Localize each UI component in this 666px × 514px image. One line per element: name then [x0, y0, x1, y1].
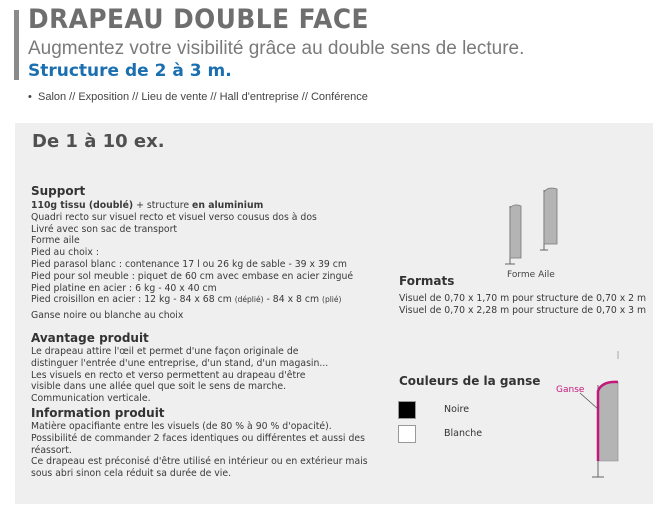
information-line: réassort. [31, 444, 72, 456]
formats-text [399, 293, 646, 317]
avantage-line: visible dans une allée quel que soit le sens de marche. [31, 381, 287, 393]
information-line: Matière opacifiante entre les visuels (de 80 % à 90 % d'opacité). [31, 421, 332, 432]
page-subtitle: Augmentez votre visibilité grâce au double sens de lecture. [28, 38, 525, 59]
avantage-line: Les visuels en recto et verso permettent au drapeau d'être [31, 369, 306, 381]
quantity-range: De 1 à 10 ex. [32, 131, 165, 152]
avantage-title: Avantage produit [31, 331, 149, 345]
swatch-blanche[interactable] [398, 425, 416, 443]
information-text [31, 421, 368, 480]
formats-title: Formats [399, 274, 455, 288]
information-line: Possibilité de commander 2 faces identiques ou différentes et aussi des [31, 432, 365, 444]
support-line: Pied au choix : [31, 247, 99, 259]
support-aluminium: en aluminium [192, 200, 264, 211]
avantage-line: Communication verticale. [31, 393, 151, 405]
support-title: Support [31, 184, 86, 198]
usage-tags-text: Salon // Exposition // Lieu de vente // Hall d'entreprise // Conférence [37, 91, 368, 103]
ganse-title: Couleurs de la ganse [399, 374, 541, 388]
swatch-noire-label: Noire [444, 404, 470, 415]
header-accent-bar [14, 10, 19, 80]
information-title: Information produit [31, 406, 165, 420]
usage-tags [28, 91, 368, 103]
support-line: Quadri recto sur visuel recto et visuel verso cousus dos à dos [31, 211, 317, 223]
large-flag-icon [540, 188, 557, 250]
croisillon-size: - 84 x 8 cm [263, 294, 323, 306]
support-ganse-line: Ganse noire ou blanche au choix [31, 310, 184, 322]
croisillon-text: Pied croisillon en acier : 12 kg - 84 x 68 cm [31, 294, 235, 306]
wing-flag-illustration [500, 184, 570, 270]
swatch-noire[interactable] [398, 401, 416, 419]
support-text [31, 200, 353, 322]
support-fabric: 110g tissu (doublé) [31, 200, 134, 211]
support-line: Forme aile [31, 235, 80, 247]
ganse-label: Ganse [556, 385, 585, 395]
bullet: • [28, 91, 32, 103]
support-plus: + structure [133, 200, 193, 211]
support-line-1 [31, 200, 353, 212]
ganse-flag-illustration [550, 345, 630, 480]
information-line: sous abri sinon cela réduit sa durée de vie. [31, 468, 232, 480]
support-line: Pied pour sol meuble : piquet de 60 cm avec embase en acier zingué [31, 270, 354, 282]
support-line: Pied platine en acier : 6 kg - 40 x 40 cm [31, 282, 217, 294]
support-line: Livré avec son sac de transport [31, 223, 178, 235]
avantage-text [31, 346, 328, 405]
support-line: Pied parasol blanc : contenance 17 l ou 26 kg de sable - 39 x 39 cm [31, 258, 347, 270]
format-line: Visuel de 0,70 x 2,28 m pour structure de 0,70 x 3 m [399, 304, 647, 316]
small-flag-icon [505, 205, 521, 264]
ganse-flag-icon [580, 351, 618, 477]
avantage-line: distinguer l'entrée d'une entreprise, d'un stand, d'un magasin... [31, 357, 329, 369]
croisillon-deplie: (déplié) [234, 295, 264, 305]
croisillon-plie: (plié) [322, 295, 342, 305]
information-line: Ce drapeau est préconisé d'être utilisé en intérieur ou en extérieur mais [31, 456, 368, 468]
structure-size: Structure de 2 à 3 m. [28, 61, 232, 81]
format-line: Visuel de 0,70 x 1,70 m pour structure de 0,70 x 2 m [399, 293, 647, 304]
swatch-blanche-label: Blanche [444, 428, 483, 439]
shape-caption: Forme Aile [507, 270, 555, 280]
page-title: DRAPEAU DOUBLE FACE [28, 4, 369, 35]
support-line-croisillon [31, 294, 353, 306]
avantage-line: Le drapeau attire l'œil et permet d'une façon originale de [31, 346, 299, 357]
